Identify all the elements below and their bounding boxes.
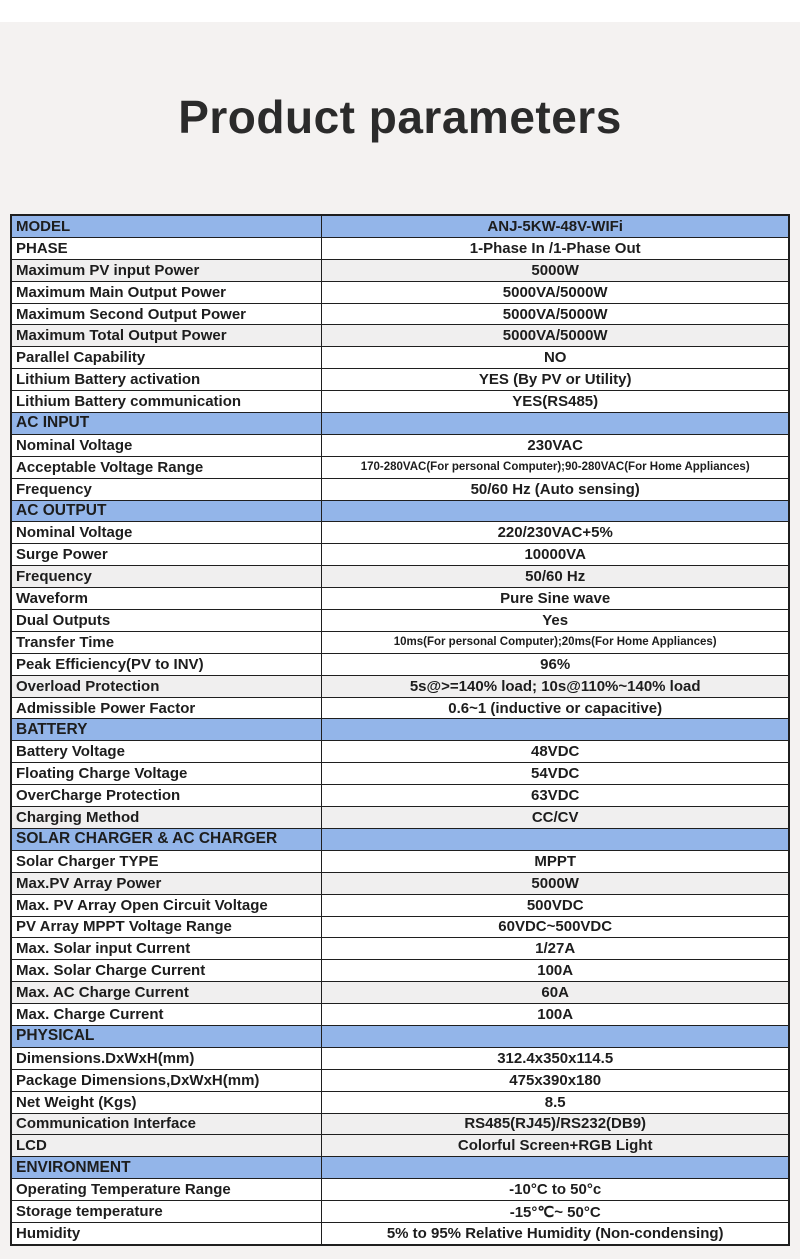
table-row: [12, 895, 788, 917]
table-row: [12, 1004, 788, 1026]
spec-label: Acceptable Voltage Range: [12, 457, 322, 478]
table-row: [12, 698, 788, 720]
spec-label: ENVIRONMENT: [12, 1157, 322, 1178]
spec-value: -10°C to 50°c: [509, 1181, 602, 1199]
section-header-row: [12, 719, 788, 741]
table-row: [12, 807, 788, 829]
spec-value: YES(RS485): [512, 393, 599, 411]
spec-label: Transfer Time: [12, 632, 322, 653]
table-row: [12, 741, 788, 763]
table-row: [12, 1179, 788, 1201]
spec-label: Nominal Voltage: [12, 522, 322, 543]
table-row: [12, 654, 788, 676]
spec-label: Max. PV Array Open Circuit Voltage: [12, 895, 322, 916]
table-row: [12, 435, 788, 457]
spec-label: Communication Interface: [12, 1114, 322, 1135]
spec-label: Nominal Voltage: [12, 435, 322, 456]
spec-value: Colorful Screen+RGB Light: [457, 1137, 653, 1155]
table-row: [12, 479, 788, 501]
spec-label: Dual Outputs: [12, 610, 322, 631]
table-row: [12, 566, 788, 588]
spec-value: 50/60 Hz: [525, 568, 586, 586]
spec-value: [322, 413, 788, 434]
table-row: [12, 1048, 788, 1070]
section-header-row: [12, 413, 788, 435]
spec-value: CC/CV: [531, 808, 579, 826]
table-row: [12, 873, 788, 895]
section-header-row: [12, 1157, 788, 1179]
spec-label: Battery Voltage: [12, 741, 322, 762]
spec-label: Package Dimensions,DxWxH(mm): [12, 1070, 322, 1091]
spec-label: Frequency: [12, 566, 322, 587]
spec-value: 1-Phase In /1-Phase Out: [469, 239, 641, 257]
spec-label: Peak Efficiency(PV to INV): [12, 654, 322, 675]
spec-value: 500VDC: [526, 896, 584, 914]
model-row: [12, 216, 788, 238]
spec-value: 312.4x350x114.5: [497, 1049, 614, 1067]
table-row: [12, 1092, 788, 1114]
table-row: [12, 960, 788, 982]
table-row: [12, 938, 788, 960]
spec-label: Floating Charge Voltage: [12, 763, 322, 784]
spec-value: [322, 1026, 788, 1047]
spec-value: 5% to 95% Relative Humidity (Non-condensing): [386, 1224, 724, 1242]
spec-value: [322, 829, 788, 850]
spec-value: 220/230VAC+5%: [497, 524, 613, 542]
table-row: [12, 391, 788, 413]
spec-value: 170-280VAC(For personal Computer);90-280VAC(For Home Appliances): [360, 461, 750, 474]
table-row: [12, 588, 788, 610]
spec-label: Max. AC Charge Current: [12, 982, 322, 1003]
spec-label: Maximum Main Output Power: [12, 282, 322, 303]
spec-label: Lithium Battery activation: [12, 369, 322, 390]
spec-label: Maximum PV input Power: [12, 260, 322, 281]
spec-label: Surge Power: [12, 544, 322, 565]
table-row: [12, 785, 788, 807]
spec-value: 63VDC: [531, 787, 580, 805]
table-row: [12, 369, 788, 391]
table-row: [12, 1201, 788, 1223]
spec-value: ANJ-5KW-48V-WIFi: [487, 217, 623, 235]
page-title: Product parameters: [178, 91, 622, 143]
table-row: [12, 851, 788, 873]
table-row: [12, 763, 788, 785]
spec-label: PHYSICAL: [12, 1026, 322, 1047]
table-row: [12, 1135, 788, 1157]
table-row: [12, 304, 788, 326]
spec-label: Frequency: [12, 479, 322, 500]
spec-label: Maximum Total Output Power: [12, 325, 322, 346]
table-row: [12, 917, 788, 939]
table-row: [12, 982, 788, 1004]
spec-value: Yes: [542, 611, 569, 629]
spec-value: 5000W: [531, 874, 579, 892]
spec-label: Storage temperature: [12, 1201, 322, 1222]
spec-label: MODEL: [12, 216, 322, 237]
spec-value: 10000VA: [524, 546, 586, 564]
spec-value: [322, 1157, 788, 1178]
table-row: [12, 347, 788, 369]
section-header-row: [12, 501, 788, 523]
product-parameters-table: [10, 214, 790, 1246]
spec-label: Waveform: [12, 588, 322, 609]
spec-value: YES (By PV or Utility): [478, 371, 632, 389]
spec-label: PV Array MPPT Voltage Range: [12, 917, 322, 938]
spec-label: Net Weight (Kgs): [12, 1092, 322, 1113]
spec-label: Humidity: [12, 1223, 322, 1244]
table-row: [12, 457, 788, 479]
spec-label: Max. Solar input Current: [12, 938, 322, 959]
table-row: [12, 544, 788, 566]
section-header-row: [12, 829, 788, 851]
spec-value: 96%: [540, 655, 571, 673]
section-header-row: [12, 1026, 788, 1048]
spec-label: Lithium Battery communication: [12, 391, 322, 412]
table-row: [12, 676, 788, 698]
table-row: [12, 282, 788, 304]
spec-value: 50/60 Hz (Auto sensing): [470, 480, 640, 498]
table-row: [12, 610, 788, 632]
spec-value: 5000VA/5000W: [502, 327, 608, 345]
spec-value: 100A: [537, 1006, 574, 1023]
spec-label: Admissible Power Factor: [12, 698, 322, 719]
spec-label: OverCharge Protection: [12, 785, 322, 806]
spec-value: 230VAC: [527, 436, 583, 454]
spec-value: 10ms(For personal Computer);20ms(For Home Appliances): [393, 636, 717, 649]
spec-value: MPPT: [534, 852, 577, 870]
spec-label: Solar Charger TYPE: [12, 851, 322, 872]
table-row: [12, 522, 788, 544]
spec-value: 5000W: [531, 261, 579, 279]
spec-label: Operating Temperature Range: [12, 1179, 322, 1200]
spec-value: 54VDC: [531, 765, 580, 783]
spec-value: 100A: [537, 962, 574, 980]
spec-label: Max.PV Array Power: [12, 873, 322, 894]
spec-label: SOLAR CHARGER & AC CHARGER: [12, 829, 322, 850]
spec-value: 5000VA/5000W: [502, 283, 608, 301]
spec-value: 60A: [541, 984, 569, 1002]
spec-label: AC INPUT: [12, 413, 322, 434]
spec-value: 5000VA/5000W: [502, 305, 608, 323]
table-row: [12, 325, 788, 347]
spec-value: -15°℃~ 50°C: [509, 1203, 601, 1221]
spec-value: 8.5: [544, 1093, 566, 1111]
table-row: [12, 260, 788, 282]
spec-label: PHASE: [12, 238, 322, 259]
spec-label: Max. Charge Current: [12, 1004, 322, 1025]
spec-value: Pure Sine wave: [500, 590, 611, 608]
spec-value: [322, 719, 788, 740]
spec-label: Overload Protection: [12, 676, 322, 697]
spec-value: RS485(RJ45)/RS232(DB9): [464, 1115, 647, 1133]
table-row: [12, 238, 788, 260]
spec-label: LCD: [12, 1135, 322, 1156]
table-row: [12, 632, 788, 654]
spec-value: 475x390x180: [509, 1071, 602, 1089]
spec-label: BATTERY: [12, 719, 322, 740]
spec-value: 1/27A: [535, 940, 576, 958]
spec-label: Maximum Second Output Power: [12, 304, 322, 325]
spec-label: Max. Solar Charge Current: [12, 960, 322, 981]
spec-value: 0.6~1 (inductive or capacitive): [448, 699, 663, 717]
top-white-strip: [0, 0, 800, 22]
table-row: [12, 1070, 788, 1092]
spec-label: AC OUTPUT: [12, 501, 322, 522]
spec-value: 5s@>=140% load; 10s@110%~140% load: [409, 677, 701, 695]
spec-label: Parallel Capability: [12, 347, 322, 368]
spec-label: Dimensions.DxWxH(mm): [12, 1048, 322, 1069]
spec-label: Charging Method: [12, 807, 322, 828]
table-row: [12, 1223, 788, 1244]
spec-value: 48VDC: [531, 743, 580, 761]
spec-value: [322, 501, 788, 522]
spec-value: 60VDC~500VDC: [498, 918, 613, 936]
spec-value: NO: [543, 349, 567, 367]
table-row: [12, 1114, 788, 1136]
